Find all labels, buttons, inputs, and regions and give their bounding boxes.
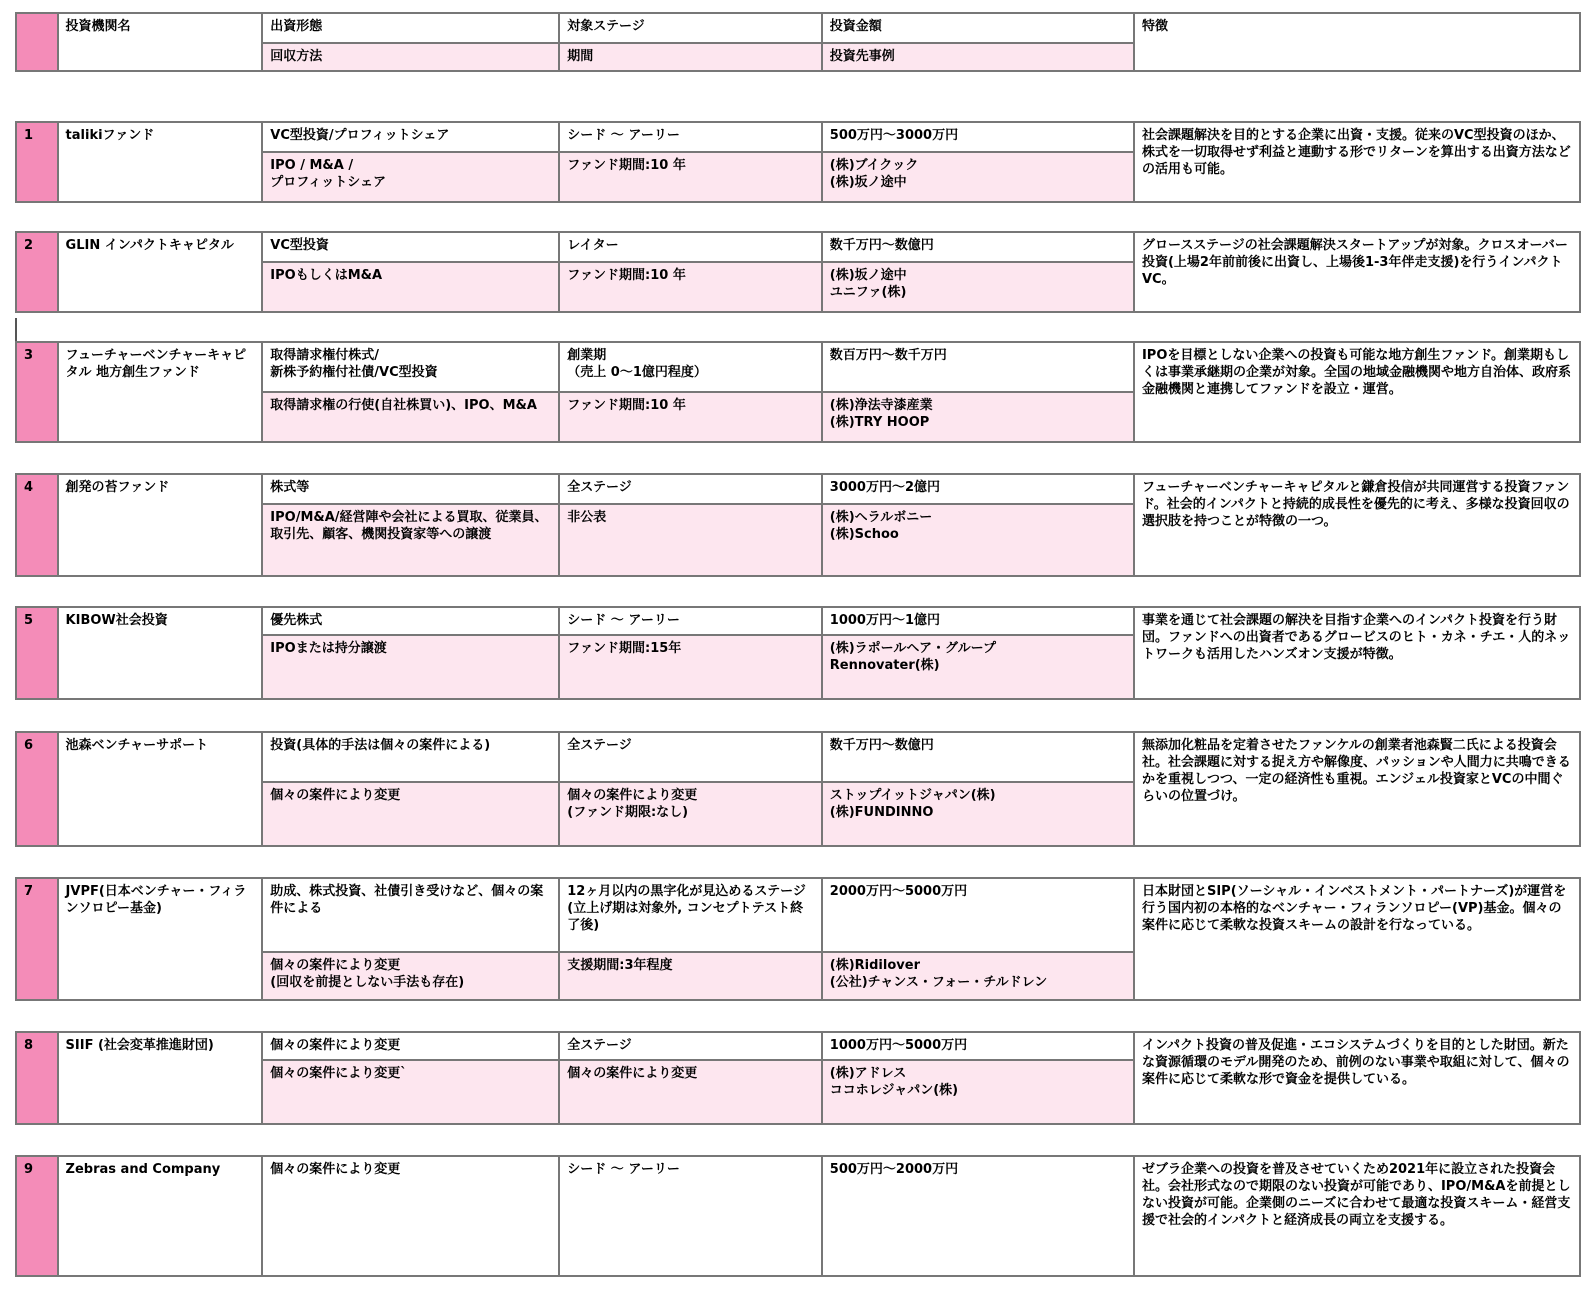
fund-block-6 — [15, 731, 1581, 847]
fund-recovery: IPO / M&A / プロフィットシェア — [262, 152, 559, 202]
fund-block-4 — [15, 473, 1581, 577]
fund-amount: 500万円〜2000万円 — [822, 1156, 1134, 1276]
header-block — [15, 12, 1581, 72]
header-feature: 特徴 — [1134, 13, 1580, 71]
fund-examples: (株)坂ノ途中 ユニファ(株) — [822, 262, 1134, 312]
fund-form: 株式等 — [262, 474, 559, 504]
fund-form: 助成、株式投資、社債引き受けなど、個々の案件による — [262, 878, 559, 952]
header-stage: 対象ステージ — [559, 13, 822, 43]
fund-examples: ストップイットジャパン(株) (株)FUNDINNO — [822, 782, 1134, 846]
header-examples: 投資先事例 — [822, 43, 1134, 71]
fund-period: ファンド期間:10 年 — [559, 262, 822, 312]
fund-block-8 — [15, 1031, 1581, 1125]
fund-period: 支援期間:3年程度 — [559, 952, 822, 1000]
fund-block-5 — [15, 606, 1581, 700]
fund-feature: IPOを目標としない企業への投資も可能な地方創生ファンド。創業期もしくは事業承継期の企業が対象。全国の地域金融機関や地方自治体、政府系金融機関と連携してファンドを設立・運営。 — [1134, 342, 1580, 442]
fund-number: 8 — [16, 1032, 58, 1124]
header-recovery: 回収方法 — [262, 43, 559, 71]
fund-feature: 事業を通じて社会課題の解決を目指す企業へのインパクト投資を行う財団。ファンドへの出資者であるグロービスのヒト・カネ・チエ・人的ネットワークも活用したハンズオン支援が特徴。 — [1134, 607, 1580, 699]
fund-form: 優先株式 — [262, 607, 559, 635]
fund-name: フューチャーベンチャーキャピタル 地方創生ファンド — [58, 342, 263, 442]
fund-table — [15, 877, 1581, 1001]
fund-name: Zebras and Company — [58, 1156, 263, 1276]
fund-feature: 日本財団とSIP(ソーシャル・インベストメント・パートナーズ)が運営を行う国内初の本格的なベンチャー・フィランソロピー(VP)基金。個々の案件に応じて柔軟な投資スキームの設計を行なっている。 — [1134, 878, 1580, 1000]
header-number-cell — [16, 13, 58, 71]
fund-examples: (株)ヘラルボニー (株)Schoo — [822, 504, 1134, 576]
fund-table — [15, 731, 1581, 847]
fund-name: GLIN インパクトキャピタル — [58, 232, 263, 312]
header-period: 期間 — [559, 43, 822, 71]
fund-number: 6 — [16, 732, 58, 846]
fund-stage: 創業期 （売上 0〜1億円程度） — [559, 342, 822, 392]
fund-number: 9 — [16, 1156, 58, 1276]
fund-recovery: IPOまたは持分譲渡 — [262, 635, 559, 699]
fund-block-1 — [15, 121, 1581, 203]
fund-recovery: 個々の案件により変更` — [262, 1060, 559, 1124]
fund-amount: 500万円〜3000万円 — [822, 122, 1134, 152]
fund-table — [15, 473, 1581, 577]
fund-table — [15, 231, 1581, 313]
fund-name: SIIF (社会変革推進財団) — [58, 1032, 263, 1124]
fund-number: 4 — [16, 474, 58, 576]
fund-examples: (株)ブイクック (株)坂ノ途中 — [822, 152, 1134, 202]
fund-number: 3 — [16, 342, 58, 442]
fund-recovery: 個々の案件により変更 — [262, 782, 559, 846]
fund-amount: 3000万円〜2億円 — [822, 474, 1134, 504]
fund-form: 取得請求権付株式/ 新株予約権付社債/VC型投資 — [262, 342, 559, 392]
fund-examples: (株)浄法寺漆産業 (株)TRY HOOP — [822, 392, 1134, 442]
fund-name: 創発の苔ファンド — [58, 474, 263, 576]
fund-stage: 全ステージ — [559, 474, 822, 504]
fund-number: 1 — [16, 122, 58, 202]
fund-period: ファンド期間:15年 — [559, 635, 822, 699]
fund-amount: 数百万円〜数千万円 — [822, 342, 1134, 392]
fund-block-2 — [15, 231, 1581, 313]
fund-table — [15, 606, 1581, 700]
fund-name: KIBOW社会投資 — [58, 607, 263, 699]
fund-feature: インパクト投資の普及促進・エコシステムづくりを目的とした財団。新たな資源循環のモデル開発のため、前例のない事業や取組に対して、個々の案件に応じて柔軟な形で資金を提供している。 — [1134, 1032, 1580, 1124]
fund-form: 個々の案件により変更 — [262, 1032, 559, 1060]
fund-recovery: IPO/M&A/経営陣や会社による買取、従業員、取引先、顧客、機関投資家等への譲渡 — [262, 504, 559, 576]
fund-table — [15, 1155, 1581, 1277]
header-name: 投資機関名 — [58, 13, 263, 71]
fund-amount: 2000万円〜5000万円 — [822, 878, 1134, 952]
fund-feature: 無添加化粧品を定着させたファンケルの創業者池森賢二氏による投資会社。社会課題に対する捉え方や解像度、パッションや人間力に共鳴できるかを重視しつつ、一定の経済性も重視。エンジェル投資家とVCの中間ぐらいの位置づけ。 — [1134, 732, 1580, 846]
fund-feature: グロースステージの社会課題解決スタートアップが対象。クロスオーバー投資(上場2年前前後に出資し、上場後1-3年伴走支援)を行うインパクトVC。 — [1134, 232, 1580, 312]
fund-form: 個々の案件により変更 — [262, 1156, 559, 1276]
fund-block-3 — [15, 341, 1581, 443]
fund-period: 個々の案件により変更 (ファンド期限:なし) — [559, 782, 822, 846]
cell-divider-line — [15, 318, 17, 343]
fund-form: VC型投資 — [262, 232, 559, 262]
fund-feature: フューチャーベンチャーキャピタルと鎌倉投信が共同運営する投資ファンド。社会的インパクトと持続的成長性を優先的に考え、多様な投資回収の選択肢を持つことが特徴の一つ。 — [1134, 474, 1580, 576]
fund-stage: シード 〜 アーリー — [559, 122, 822, 152]
fund-table — [15, 1031, 1581, 1125]
header-amount: 投資金額 — [822, 13, 1134, 43]
fund-name: JVPF(日本ベンチャー・フィランソロピー基金) — [58, 878, 263, 1000]
fund-examples: (株)アドレス ココホレジャパン(株) — [822, 1060, 1134, 1124]
fund-number: 2 — [16, 232, 58, 312]
fund-stage: 全ステージ — [559, 732, 822, 782]
fund-period: 非公表 — [559, 504, 822, 576]
fund-form: 投資(具体的手法は個々の案件による) — [262, 732, 559, 782]
fund-period: 個々の案件により変更 — [559, 1060, 822, 1124]
fund-amount: 数千万円〜数億円 — [822, 732, 1134, 782]
fund-recovery: IPOもしくはM&A — [262, 262, 559, 312]
fund-number: 7 — [16, 878, 58, 1000]
fund-stage: 12ヶ月以内の黒字化が見込めるステージ(立上げ期は対象外, コンセプトテスト終了後) — [559, 878, 822, 952]
header-form: 出資形態 — [262, 13, 559, 43]
fund-examples: (株)Ridilover (公社)チャンス・フォー・チルドレン — [822, 952, 1134, 1000]
fund-amount: 1000万円〜1億円 — [822, 607, 1134, 635]
fund-name: talikiファンド — [58, 122, 263, 202]
fund-amount: 数千万円〜数億円 — [822, 232, 1134, 262]
fund-block-9 — [15, 1155, 1581, 1277]
fund-block-7 — [15, 877, 1581, 1001]
fund-stage: シード 〜 アーリー — [559, 1156, 822, 1276]
fund-stage: シード 〜 アーリー — [559, 607, 822, 635]
fund-table — [15, 341, 1581, 443]
fund-period: ファンド期間:10 年 — [559, 152, 822, 202]
fund-feature: 社会課題解決を目的とする企業に出資・支援。従来のVC型投資のほか、株式を一切取得せず利益と連動する形でリターンを算出する出資方法などの活用も可能。 — [1134, 122, 1580, 202]
fund-number: 5 — [16, 607, 58, 699]
fund-period: ファンド期間:10 年 — [559, 392, 822, 442]
fund-stage: レイター — [559, 232, 822, 262]
fund-name: 池森ベンチャーサポート — [58, 732, 263, 846]
fund-stage: 全ステージ — [559, 1032, 822, 1060]
fund-recovery: 取得請求権の行使(自社株買い)、IPO、M&A — [262, 392, 559, 442]
fund-form: VC型投資/プロフィットシェア — [262, 122, 559, 152]
header-table — [15, 12, 1581, 72]
fund-feature: ゼブラ企業への投資を普及させていくため2021年に設立された投資会社。会社形式なので期限のない投資が可能であり、IPO/M&Aを前提としない投資が可能。企業側のニーズに合わせて最適な投資スキーム・経営支援で社会的インパクトと経済成長の両立を支援する。 — [1134, 1156, 1580, 1276]
fund-table — [15, 121, 1581, 203]
fund-examples: (株)ラポールヘア・グループ Rennovater(株) — [822, 635, 1134, 699]
fund-recovery: 個々の案件により変更 (回収を前提としない手法も存在) — [262, 952, 559, 1000]
fund-amount: 1000万円〜5000万円 — [822, 1032, 1134, 1060]
